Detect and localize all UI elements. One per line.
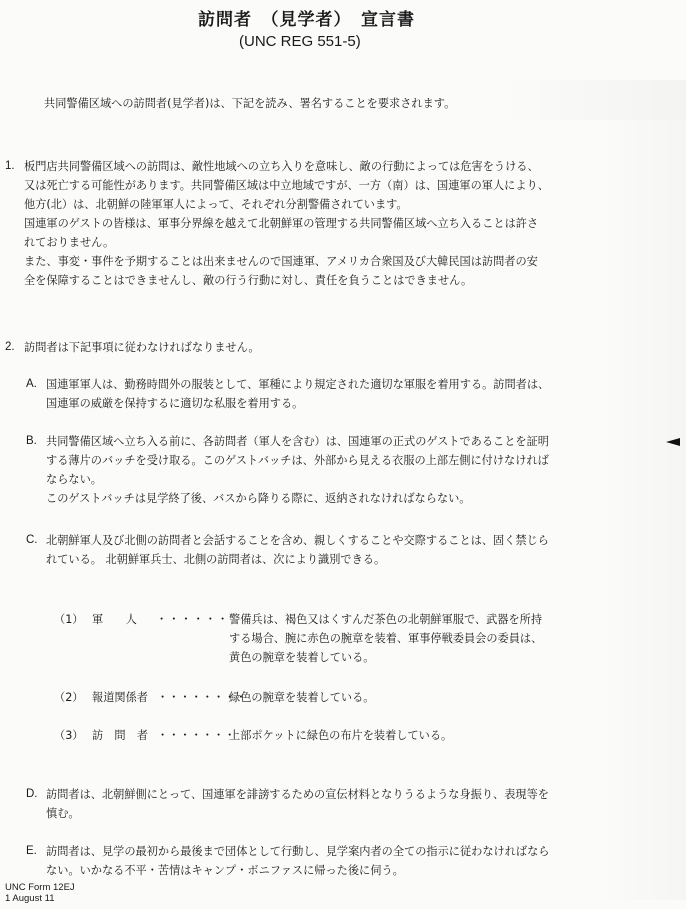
- sub-1-line: 黄色の腕章を装着している。: [229, 651, 375, 664]
- item-d-line: 訪問者は、北朝鮮側にとって、国連軍を誹謗するための宣伝材料となりうるような身振り、表現等を: [46, 788, 549, 801]
- section-1-line: れておりません。: [24, 236, 115, 249]
- document-title: 訪問者 （見学者） 宣言書: [198, 10, 415, 30]
- document-reference: (UNC REG 551-5): [239, 33, 361, 50]
- sub-1-leader: ・・・・・・: [156, 613, 230, 626]
- sub-2-number: （2）: [54, 691, 84, 704]
- footer-form-number: UNC Form 12EJ: [5, 882, 75, 893]
- section-2-heading: 訪問者は下記事項に従わなければなりません。: [24, 341, 260, 354]
- item-d-label: D.: [26, 788, 38, 800]
- sub-1-body: [229, 610, 542, 667]
- section-1-line: 他方(北）は、北朝鮮の陸軍軍人によって、それぞれ分割警備されています。: [24, 198, 408, 211]
- sub-3-number: （3）: [54, 729, 84, 742]
- item-a-body: [46, 375, 549, 413]
- sub-2-text: 緑色の腕章を装着している。: [229, 691, 375, 704]
- section-1-line: 国連軍のゲストの皆様は、軍事分界線を越えて北朝鮮軍の管理する共同警備区域へ立ち入ることは許さ: [24, 217, 539, 230]
- item-e-body: [46, 842, 549, 880]
- item-b-line: 共同警備区域へ立ち入る前に、各訪問者（軍人を含む）は、国連軍の正式のゲストであることを証明: [46, 435, 549, 448]
- sub-3-leader: ・・・・・・・: [157, 729, 236, 742]
- sub-1-term: 軍 人: [92, 613, 137, 626]
- sub-1-line: 警備兵は、褐色又はくすんだ茶色の北朝鮮軍服で、武器を所持: [229, 613, 543, 626]
- item-b-line: する薄片のバッチを受け取る。このゲストバッチは、外部から見える衣服の上部左側に付けなければ: [46, 454, 549, 467]
- section-1-line: 又は死亡する可能性があります。共同警備区域は中立地域ですが、一方（南）は、国連軍の軍人により、: [24, 179, 549, 192]
- sub-1-line: する場合、腕に赤色の腕章を装着、軍事停戦委員会の委員は、: [229, 632, 543, 645]
- sub-1-number: （1）: [54, 613, 84, 626]
- scan-arrow-mark: [666, 438, 680, 446]
- item-e-line: ない。いかなる不平・苦情はキャンプ・ボニファスに帰った後に伺う。: [46, 864, 404, 877]
- item-b-line: ならない。: [46, 473, 102, 486]
- scan-shading-right: [600, 120, 686, 900]
- section-2-number: 2.: [5, 341, 15, 353]
- item-a-line: 国連軍の威厳を保持するに適切な私服を着用する。: [46, 397, 304, 410]
- section-1-number: 1.: [5, 160, 15, 172]
- sub-2-leader: ・・・・・・・・: [157, 691, 247, 704]
- item-d-line: 慎む。: [46, 807, 80, 820]
- footer: [5, 882, 75, 904]
- item-c-label: C.: [26, 534, 38, 546]
- scan-shading-top: [500, 80, 686, 120]
- footer-date: 1 August 11: [5, 893, 55, 904]
- section-1-line: 板門店共同警備区域への訪問は、敵性地域への立ち入りを意味し、敵の行動によっては危害をうける、: [24, 160, 539, 173]
- item-d-body: [46, 785, 549, 823]
- intro-text: 共同警備区域への訪問者(見学者)は、下記を読み、署名することを要求されます。: [44, 97, 456, 110]
- sub-3-text: 上部ポケットに緑色の布片を装着している。: [229, 729, 453, 742]
- item-e-line: 訪問者は、見学の最初から最後まで団体として行動し、見学案内者の全ての指示に従わなければなら: [46, 845, 550, 858]
- item-b-label: B.: [26, 435, 37, 447]
- section-1-body: [24, 157, 549, 290]
- item-c-line: 北朝鮮軍人及び北側の訪問者と会話することを含め、親しくすることや交際することは、固く禁じら: [46, 534, 549, 547]
- item-a-label: A.: [26, 378, 37, 390]
- sub-2-term: 報道関係者: [92, 691, 148, 704]
- item-b-line: このゲストバッチは見学終了後、バスから降りる際に、返納されなければならない。: [46, 492, 471, 505]
- item-a-line: 国連軍軍人は、勤務時間外の服装として、軍種により規定された適切な軍服を着用する。訪問者は、: [46, 378, 550, 391]
- item-c-body: [46, 531, 549, 569]
- item-c-line: れている。 北朝鮮軍兵士、北側の訪問者は、次により識別できる。: [46, 553, 386, 566]
- section-1-line: 全を保障することはできませんし、敵の行う行動に対し、責任を負うことはできません。: [24, 274, 473, 287]
- section-1-line: また、事変・事件を予期することは出来ませんので国連軍、アメリカ合衆国及び大韓民国は訪問者の安: [24, 255, 538, 268]
- item-b-body: [46, 432, 549, 508]
- item-e-label: E.: [26, 845, 37, 857]
- sub-3-term: 訪 問 者: [92, 729, 148, 742]
